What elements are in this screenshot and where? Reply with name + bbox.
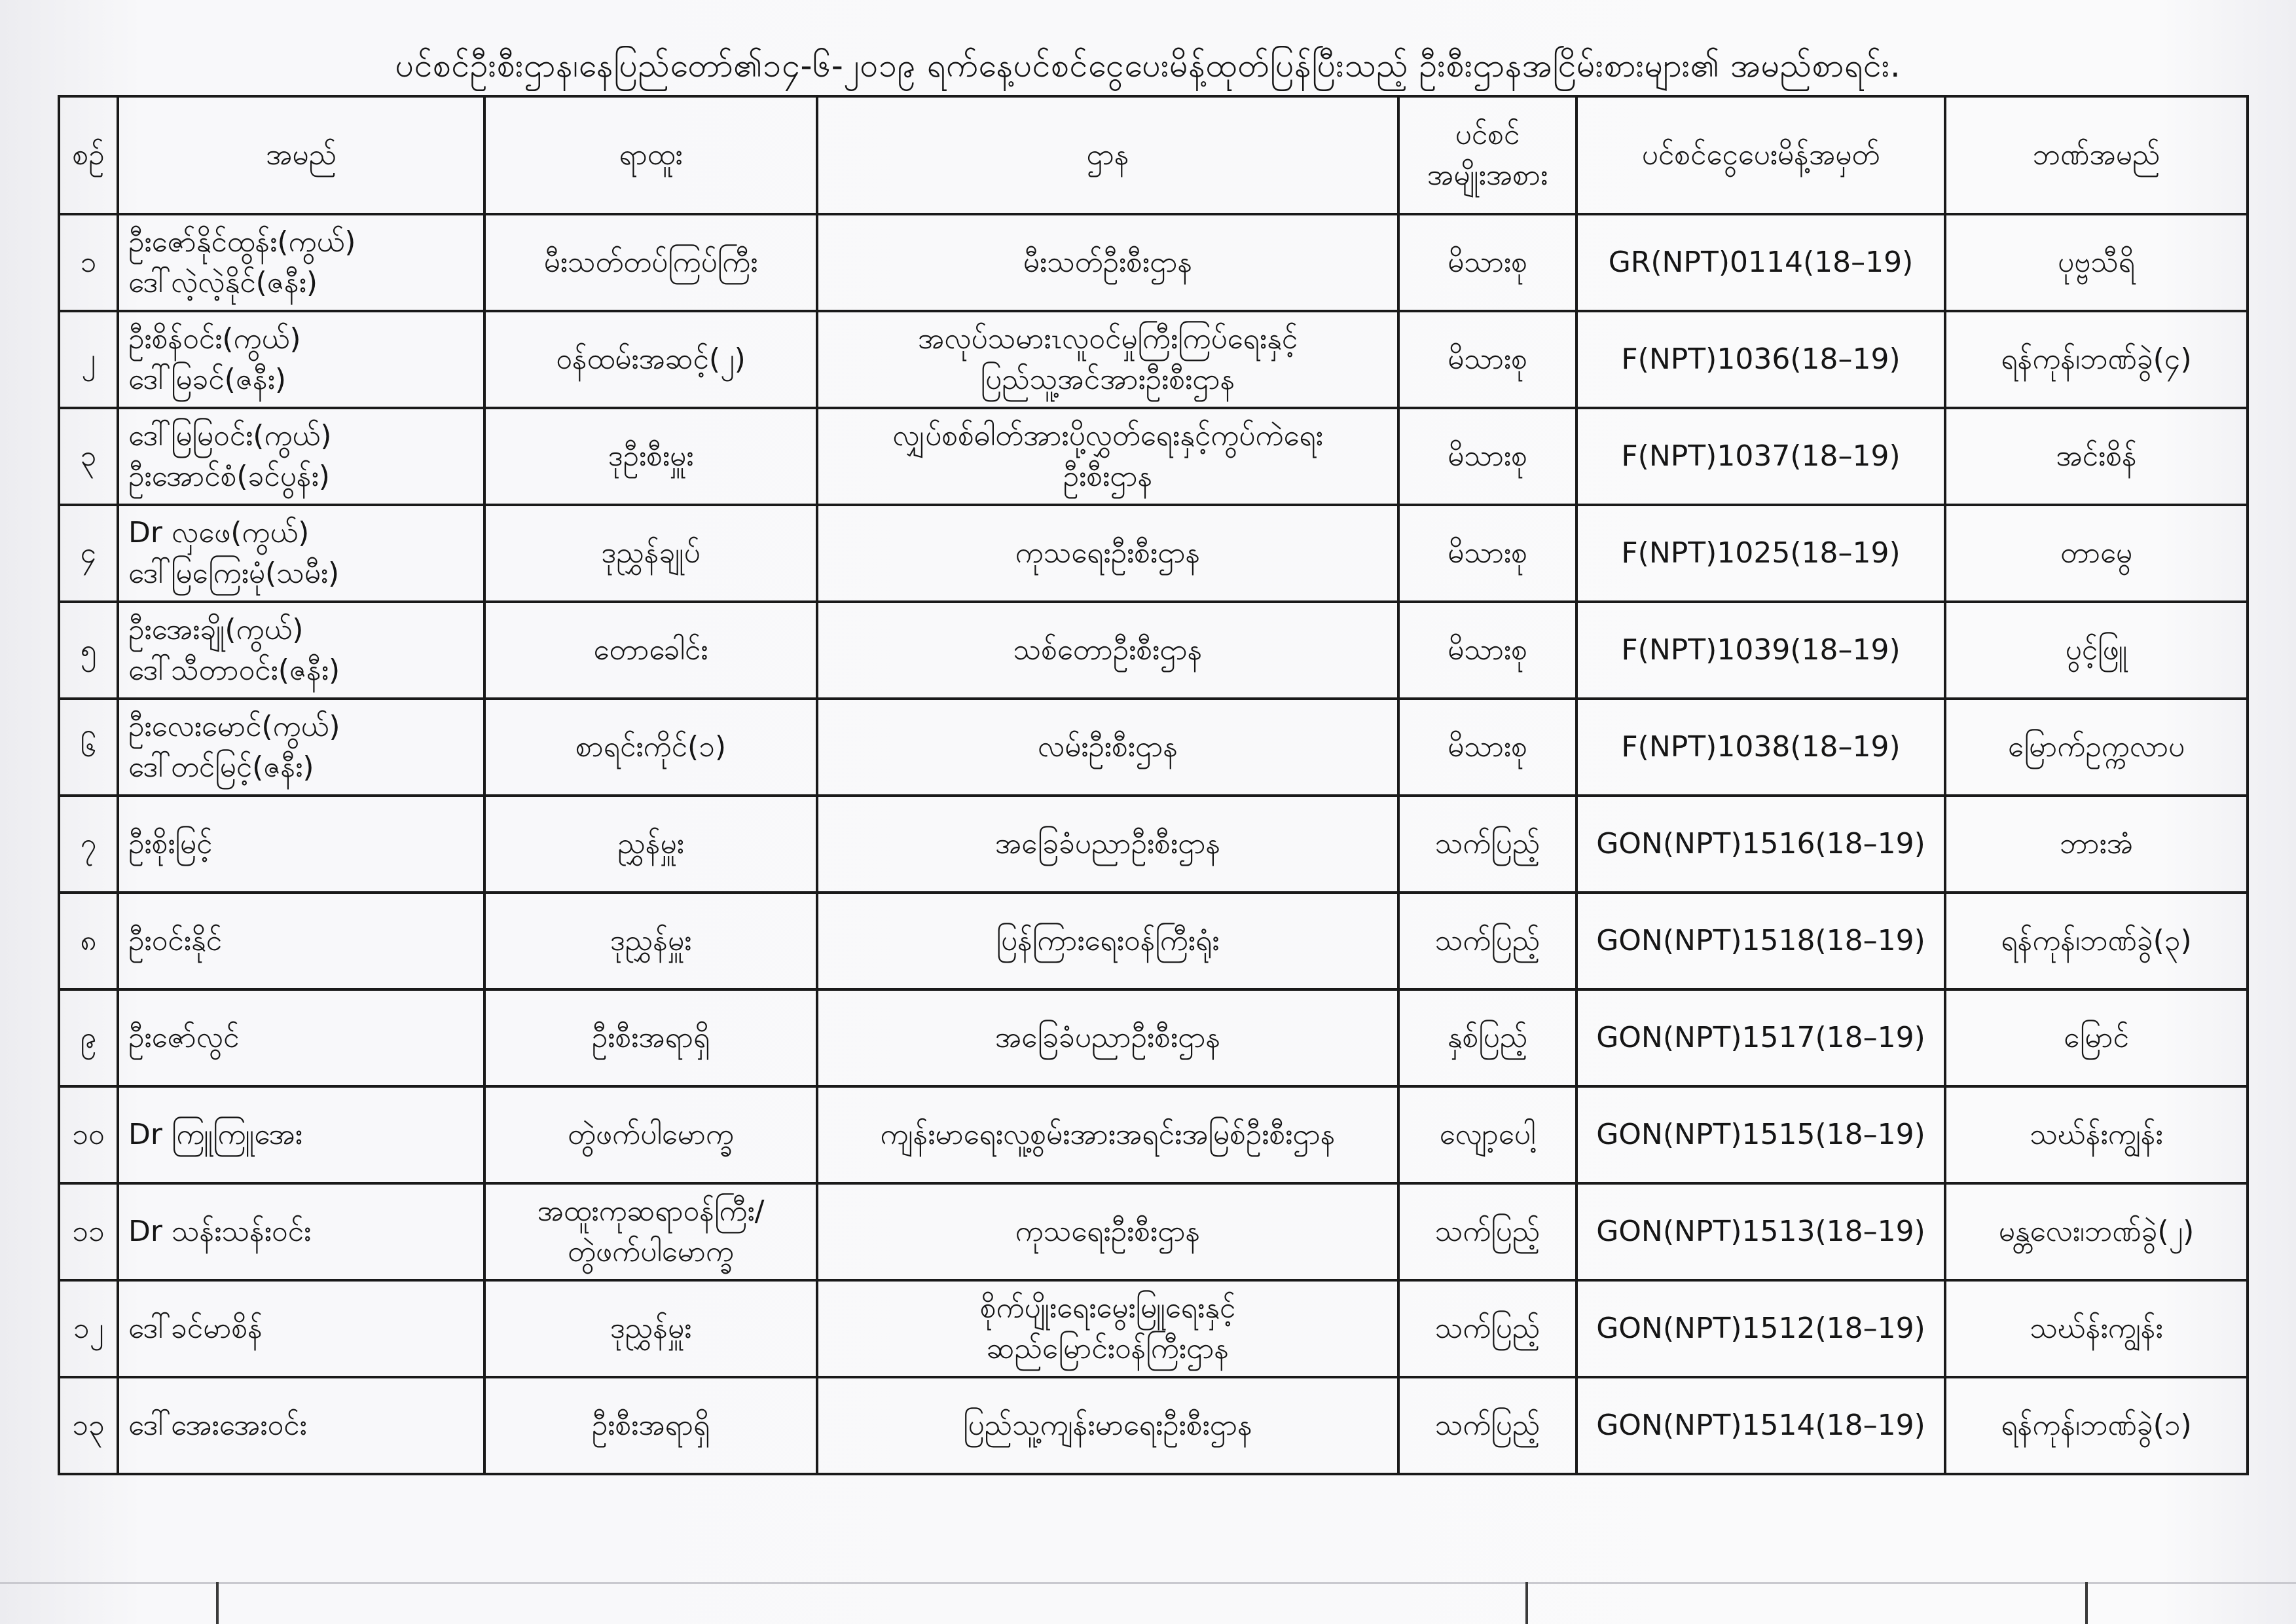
header-pension-type-line1: ပင်စင် [1455,118,1520,151]
cell-department-line: ကုသရေးဦးစီးဌာန [1015,536,1201,570]
cell-pension-type-line: မိသားစု [1448,342,1527,376]
cell-bank-line: ပွင့်ဖြူ [2065,633,2128,667]
page-bottom-rule [0,1582,2296,1584]
cell-order-no-line: F(NPT)1025(18–19) [1621,536,1901,570]
cell-bank-line: မြောက်ဥက္ကလာပ [2007,730,2185,764]
cell-department-line: အခြေခံပညာဦးစီးဌာန [994,1021,1221,1054]
cell-name-line: ဒေါ်မြကြေးမုံ(သမီး) [128,557,340,590]
cell-no-line: ၁၂ [73,1312,104,1345]
cell-department-line: ပြန်ကြားရေးဝန်ကြီးရုံး [996,924,1220,957]
cell-department [817,1377,1398,1474]
cell-name-line: ဒေါ်အေးအေးဝင်း [128,1409,307,1442]
cell-name [118,1086,484,1183]
cell-position [484,1377,817,1474]
cell-department-line: ပြည်သူ့ကျန်းမာရေးဦးစီးဌာန [963,1409,1252,1442]
cell-no-line: ၃ [80,439,97,473]
table-row [59,602,2248,699]
cell-pension-type [1398,796,1576,893]
table-row [59,796,2248,893]
cell-name-line: ဦးဝင်းနိုင် [128,924,222,957]
cell-name-line: ဦးအောင်စံ(ခင်ပွန်း) [128,460,330,493]
cell-bank-line: အင်းစိန် [2056,439,2137,473]
cell-order-no [1576,989,1945,1086]
cell-bank-line: ပုဗ္ဗသီရိ [2057,246,2136,279]
cell-no [59,1377,118,1474]
cell-name-line: ဦးစိုးမြင့် [128,827,213,860]
cell-bank [1945,1280,2248,1377]
table-row [59,311,2248,408]
header-no: စဉ် [59,96,118,214]
cell-no [59,1086,118,1183]
cell-no-line: ၅ [80,633,97,667]
cell-no-line: ၈ [80,924,97,957]
table-row [59,1086,2248,1183]
cell-no [59,989,118,1086]
cell-pension-type [1398,893,1576,989]
cell-no [59,408,118,505]
cell-name [118,699,484,796]
cell-name-line: ဒေါ်ခင်မာစိန် [128,1312,263,1345]
cell-no-line: ၂ [81,342,96,376]
cell-name-line: ဒေါ်လဲ့လဲ့နိုင်(ဇနီး) [128,266,318,299]
cell-position [484,989,817,1086]
cell-pension-type [1398,214,1576,311]
cell-department-line: လျှပ်စစ်ဓါတ်အားပို့လွှတ်ရေးနှင့်ကွပ်ကဲရေး [892,419,1323,452]
cell-position [484,602,817,699]
table-row [59,893,2248,989]
cell-order-no-line: GON(NPT)1512(18–19) [1596,1312,1925,1345]
cell-no-line: ၁၁ [72,1215,105,1248]
cell-pension-type-line: မိသားစု [1448,439,1527,473]
cell-order-no [1576,796,1945,893]
header-order-no: ပင်စင်ငွေပေးမိန့်အမှတ် [1576,96,1945,214]
cell-position-line: တွဲဖက်ပါမောက္ခ [568,1235,734,1268]
cell-department-line: လမ်းဦးစီးဌာန [1037,730,1178,764]
cell-department-line: စိုက်ပျိုးရေးမွေးမြူရေးနှင့် [979,1291,1236,1325]
cell-department [817,1086,1398,1183]
cell-name [118,1280,484,1377]
cell-pension-type-line: မိသားစု [1448,536,1527,570]
cell-department-line: သစ်တောဦးစီးဌာန [1013,633,1203,667]
cell-order-no-line: GON(NPT)1513(18–19) [1596,1215,1925,1248]
cell-order-no-line: GON(NPT)1518(18–19) [1596,924,1925,957]
cell-name-line: ဒေါ်မြမြဝင်း(ကွယ်) [128,419,332,452]
pension-table-container [58,95,2246,1475]
cell-department [817,214,1398,311]
cell-pension-type [1398,699,1576,796]
cell-pension-type [1398,1086,1576,1183]
cell-bank [1945,1183,2248,1280]
cell-pension-type-line: သက်ပြည့် [1434,924,1540,957]
cell-order-no [1576,1183,1945,1280]
cell-department [817,699,1398,796]
cell-order-no [1576,893,1945,989]
pension-table [58,95,2249,1475]
table-row [59,699,2248,796]
cell-bank [1945,214,2248,311]
cell-pension-type [1398,311,1576,408]
cell-order-no-line: GON(NPT)1516(18–19) [1596,827,1925,860]
cell-pension-type [1398,1377,1576,1474]
cell-position [484,505,817,602]
cell-department [817,989,1398,1086]
table-row [59,1377,2248,1474]
cell-bank [1945,1377,2248,1474]
cell-bank [1945,699,2248,796]
cell-no-line: ၁၀ [72,1118,105,1151]
cell-bank [1945,989,2248,1086]
cell-order-no [1576,699,1945,796]
cell-no [59,602,118,699]
cell-name [118,989,484,1086]
cell-pension-type [1398,1183,1576,1280]
page-edge-mark [1525,1582,1528,1624]
cell-position [484,796,817,893]
cell-bank-line: မန္တလေး၊ဘဏ်ခွဲ(၂) [1998,1215,2195,1248]
cell-position [484,311,817,408]
cell-bank [1945,505,2248,602]
cell-name-line: Dr သန်းသန်းဝင်း [128,1215,312,1248]
cell-no [59,893,118,989]
page-edge-mark [216,1582,219,1624]
cell-order-no [1576,1377,1945,1474]
table-row [59,1183,2248,1280]
cell-order-no [1576,311,1945,408]
cell-position-line: ဒုဦးစီးမှူး [608,439,694,473]
cell-name [118,1183,484,1280]
cell-position [484,1280,817,1377]
table-row [59,989,2248,1086]
cell-department-line: မီးသတ်ဦးစီးဌာန [1023,246,1193,279]
cell-bank [1945,602,2248,699]
cell-no [59,796,118,893]
cell-department [817,602,1398,699]
cell-bank [1945,408,2248,505]
cell-position [484,893,817,989]
cell-position-line: ဦးစီးအရာရှိ [591,1409,710,1442]
cell-no [59,311,118,408]
cell-no-line: ၉ [80,1021,97,1054]
cell-bank [1945,1086,2248,1183]
cell-no-line: ၇ [80,827,97,860]
cell-department [817,311,1398,408]
cell-name-line: ဦးစိန်ဝင်း(ကွယ်) [128,322,301,356]
cell-no-line: ၄ [80,536,97,570]
cell-order-no-line: F(NPT)1037(18–19) [1621,439,1901,473]
cell-pension-type [1398,408,1576,505]
cell-bank-line: တာမွေ [2060,536,2132,570]
header-position: ရာထူး [484,96,817,214]
cell-order-no [1576,1086,1945,1183]
cell-name [118,311,484,408]
cell-position-line: ဦးစီးအရာရှိ [591,1021,710,1054]
cell-position-line: တောခေါင်း [593,633,708,667]
cell-bank [1945,796,2248,893]
cell-position-line: မီးသတ်တပ်ကြပ်ကြီး [543,246,758,279]
cell-department [817,408,1398,505]
table-row [59,1280,2248,1377]
cell-bank-line: သဃ်န်းကျွန်း [2030,1312,2163,1345]
cell-department-line: ဦးစီးဌာန [1063,460,1153,493]
cell-name-line: ဒေါ်မြခင်(ဇနီး) [128,363,287,396]
table-row [59,408,2248,505]
cell-department-line: ပြည်သူ့အင်အားဦးစီးဌာန [980,363,1235,396]
cell-bank-line: မြောင် [2064,1021,2129,1054]
cell-department [817,893,1398,989]
cell-no-line: ၁ [80,246,97,279]
cell-department [817,1183,1398,1280]
cell-pension-type-line: သက်ပြည့် [1434,1409,1540,1442]
cell-no [59,505,118,602]
cell-name [118,893,484,989]
cell-name-line: ဦးအေးချို(ကွယ်) [128,613,304,646]
cell-department [817,505,1398,602]
cell-bank [1945,311,2248,408]
cell-no [59,214,118,311]
cell-position-line: ဝန်ထမ်းအဆင့်(၂) [556,342,746,376]
header-pension-type-line2: အမျိုးအစား [1427,158,1548,192]
cell-name-line: Dr ကြူကြူအေး [128,1118,302,1151]
header-bank: ဘဏ်အမည် [1945,96,2248,214]
cell-name [118,408,484,505]
cell-order-no [1576,214,1945,311]
cell-position-line: ဒုညွှန်မှူး [610,924,692,957]
cell-pension-type-line: မိသားစု [1448,730,1527,764]
cell-position [484,699,817,796]
cell-department-line: ကုသရေးဦးစီးဌာန [1015,1215,1201,1248]
cell-pension-type-line: သက်ပြည့် [1434,1312,1540,1345]
cell-department-line: အလုပ်သမားၤလူဝင်မှုကြီးကြပ်ရေးနှင့် [917,322,1298,356]
cell-position [484,1183,817,1280]
cell-position-line: အထူးကုဆရာဝန်ကြီး/ [537,1194,765,1228]
cell-department [817,796,1398,893]
cell-name-line: ဦးလေးမောင်(ကွယ်) [128,710,340,743]
cell-pension-type-line: သက်ပြည့် [1434,1215,1540,1248]
cell-pension-type-line: သက်ပြည့် [1434,827,1540,860]
cell-name [118,505,484,602]
cell-order-no-line: GON(NPT)1517(18–19) [1596,1021,1925,1054]
cell-order-no-line: GON(NPT)1514(18–19) [1596,1409,1925,1442]
cell-position-line: ညွှန်မှူး [617,827,684,860]
page-edge-mark [2085,1582,2088,1624]
cell-position [484,214,817,311]
cell-name [118,796,484,893]
cell-name-line: Dr လှဖေ(ကွယ်) [128,516,310,549]
cell-name [118,214,484,311]
cell-no [59,699,118,796]
cell-bank [1945,893,2248,989]
table-body [59,214,2248,1474]
cell-order-no-line: GON(NPT)1515(18–19) [1596,1118,1925,1151]
cell-position [484,1086,817,1183]
cell-position-line: တွဲဖက်ပါမောက္ခ [568,1118,734,1151]
cell-pension-type [1398,989,1576,1086]
cell-bank-line: သဃ်န်းကျွန်း [2030,1118,2163,1151]
cell-department [817,1280,1398,1377]
cell-department-line: ကျန်းမာရေးလူ့စွမ်းအားအရင်းအမြစ်ဦးစီးဌာန [880,1118,1336,1151]
cell-position-line: ဒုညွှန်ချုပ် [601,536,701,570]
cell-name-line: ဦးဇော်နိုင်ထွန်း(ကွယ်) [128,225,356,259]
cell-pension-type-line: မိသားစု [1448,633,1527,667]
cell-position-line: စာရင်းကိုင်(၁) [575,730,727,764]
header-pension-type [1398,96,1576,214]
cell-order-no [1576,602,1945,699]
cell-order-no-line: GR(NPT)0114(18–19) [1608,246,1914,279]
cell-department-line: ဆည်မြောင်းဝန်ကြီးဌာန [986,1332,1230,1365]
cell-order-no [1576,505,1945,602]
cell-no-line: ၁၃ [72,1409,105,1442]
cell-name-line: ဒေါ်တင်မြင့်(ဇနီး) [128,750,314,784]
cell-bank-line: ရန်ကုန်၊ဘဏ်ခွဲ(၃) [2001,924,2192,957]
cell-position-line: ဒုညွှန်မှူး [610,1312,692,1345]
table-row [59,505,2248,602]
cell-order-no-line: F(NPT)1036(18–19) [1621,342,1901,376]
document-title: ပင်စင်ဦးစီးဌာန၊နေပြည်တော်၏၁၄-၆-၂၀၁၉ ရက်နေ့ပင်စင်ငွေပေးမိန့်ထုတ်ပြန်ပြီးသည့် ဦးစီးဌာနအငြိမ်းစားများ၏ အမည်စာရင်း. [395,46,1901,84]
cell-pension-type [1398,1280,1576,1377]
cell-name [118,1377,484,1474]
cell-bank-line: ရန်ကုန်၊ဘဏ်ခွဲ(၁) [2001,1409,2192,1442]
header-department: ဌာန [817,96,1398,214]
cell-order-no-line: F(NPT)1039(18–19) [1621,633,1901,667]
cell-order-no-line: F(NPT)1038(18–19) [1621,730,1901,764]
cell-name [118,602,484,699]
table-row [59,214,2248,311]
cell-no [59,1183,118,1280]
cell-bank-line: ရန်ကုန်၊ဘဏ်ခွဲ(၄) [2001,342,2192,376]
cell-no [59,1280,118,1377]
cell-pension-type-line: မိသားစု [1448,246,1527,279]
cell-position [484,408,817,505]
table-header-row [59,96,2248,214]
cell-pension-type-line: လျော့ပေါ့ [1439,1118,1536,1151]
cell-bank-line: ဘားအံ [2059,827,2134,860]
cell-pension-type [1398,505,1576,602]
cell-pension-type-line: နှစ်ပြည့် [1447,1021,1528,1054]
cell-order-no [1576,1280,1945,1377]
cell-name-line: ဒေါ်သီတာဝင်း(ဇနီး) [128,654,340,687]
cell-no-line: ၆ [80,730,97,764]
cell-order-no [1576,408,1945,505]
cell-pension-type [1398,602,1576,699]
cell-department-line: အခြေခံပညာဦးစီးဌာန [994,827,1221,860]
cell-name-line: ဦးဇော်လွင် [128,1021,240,1054]
header-name: အမည် [118,96,484,214]
